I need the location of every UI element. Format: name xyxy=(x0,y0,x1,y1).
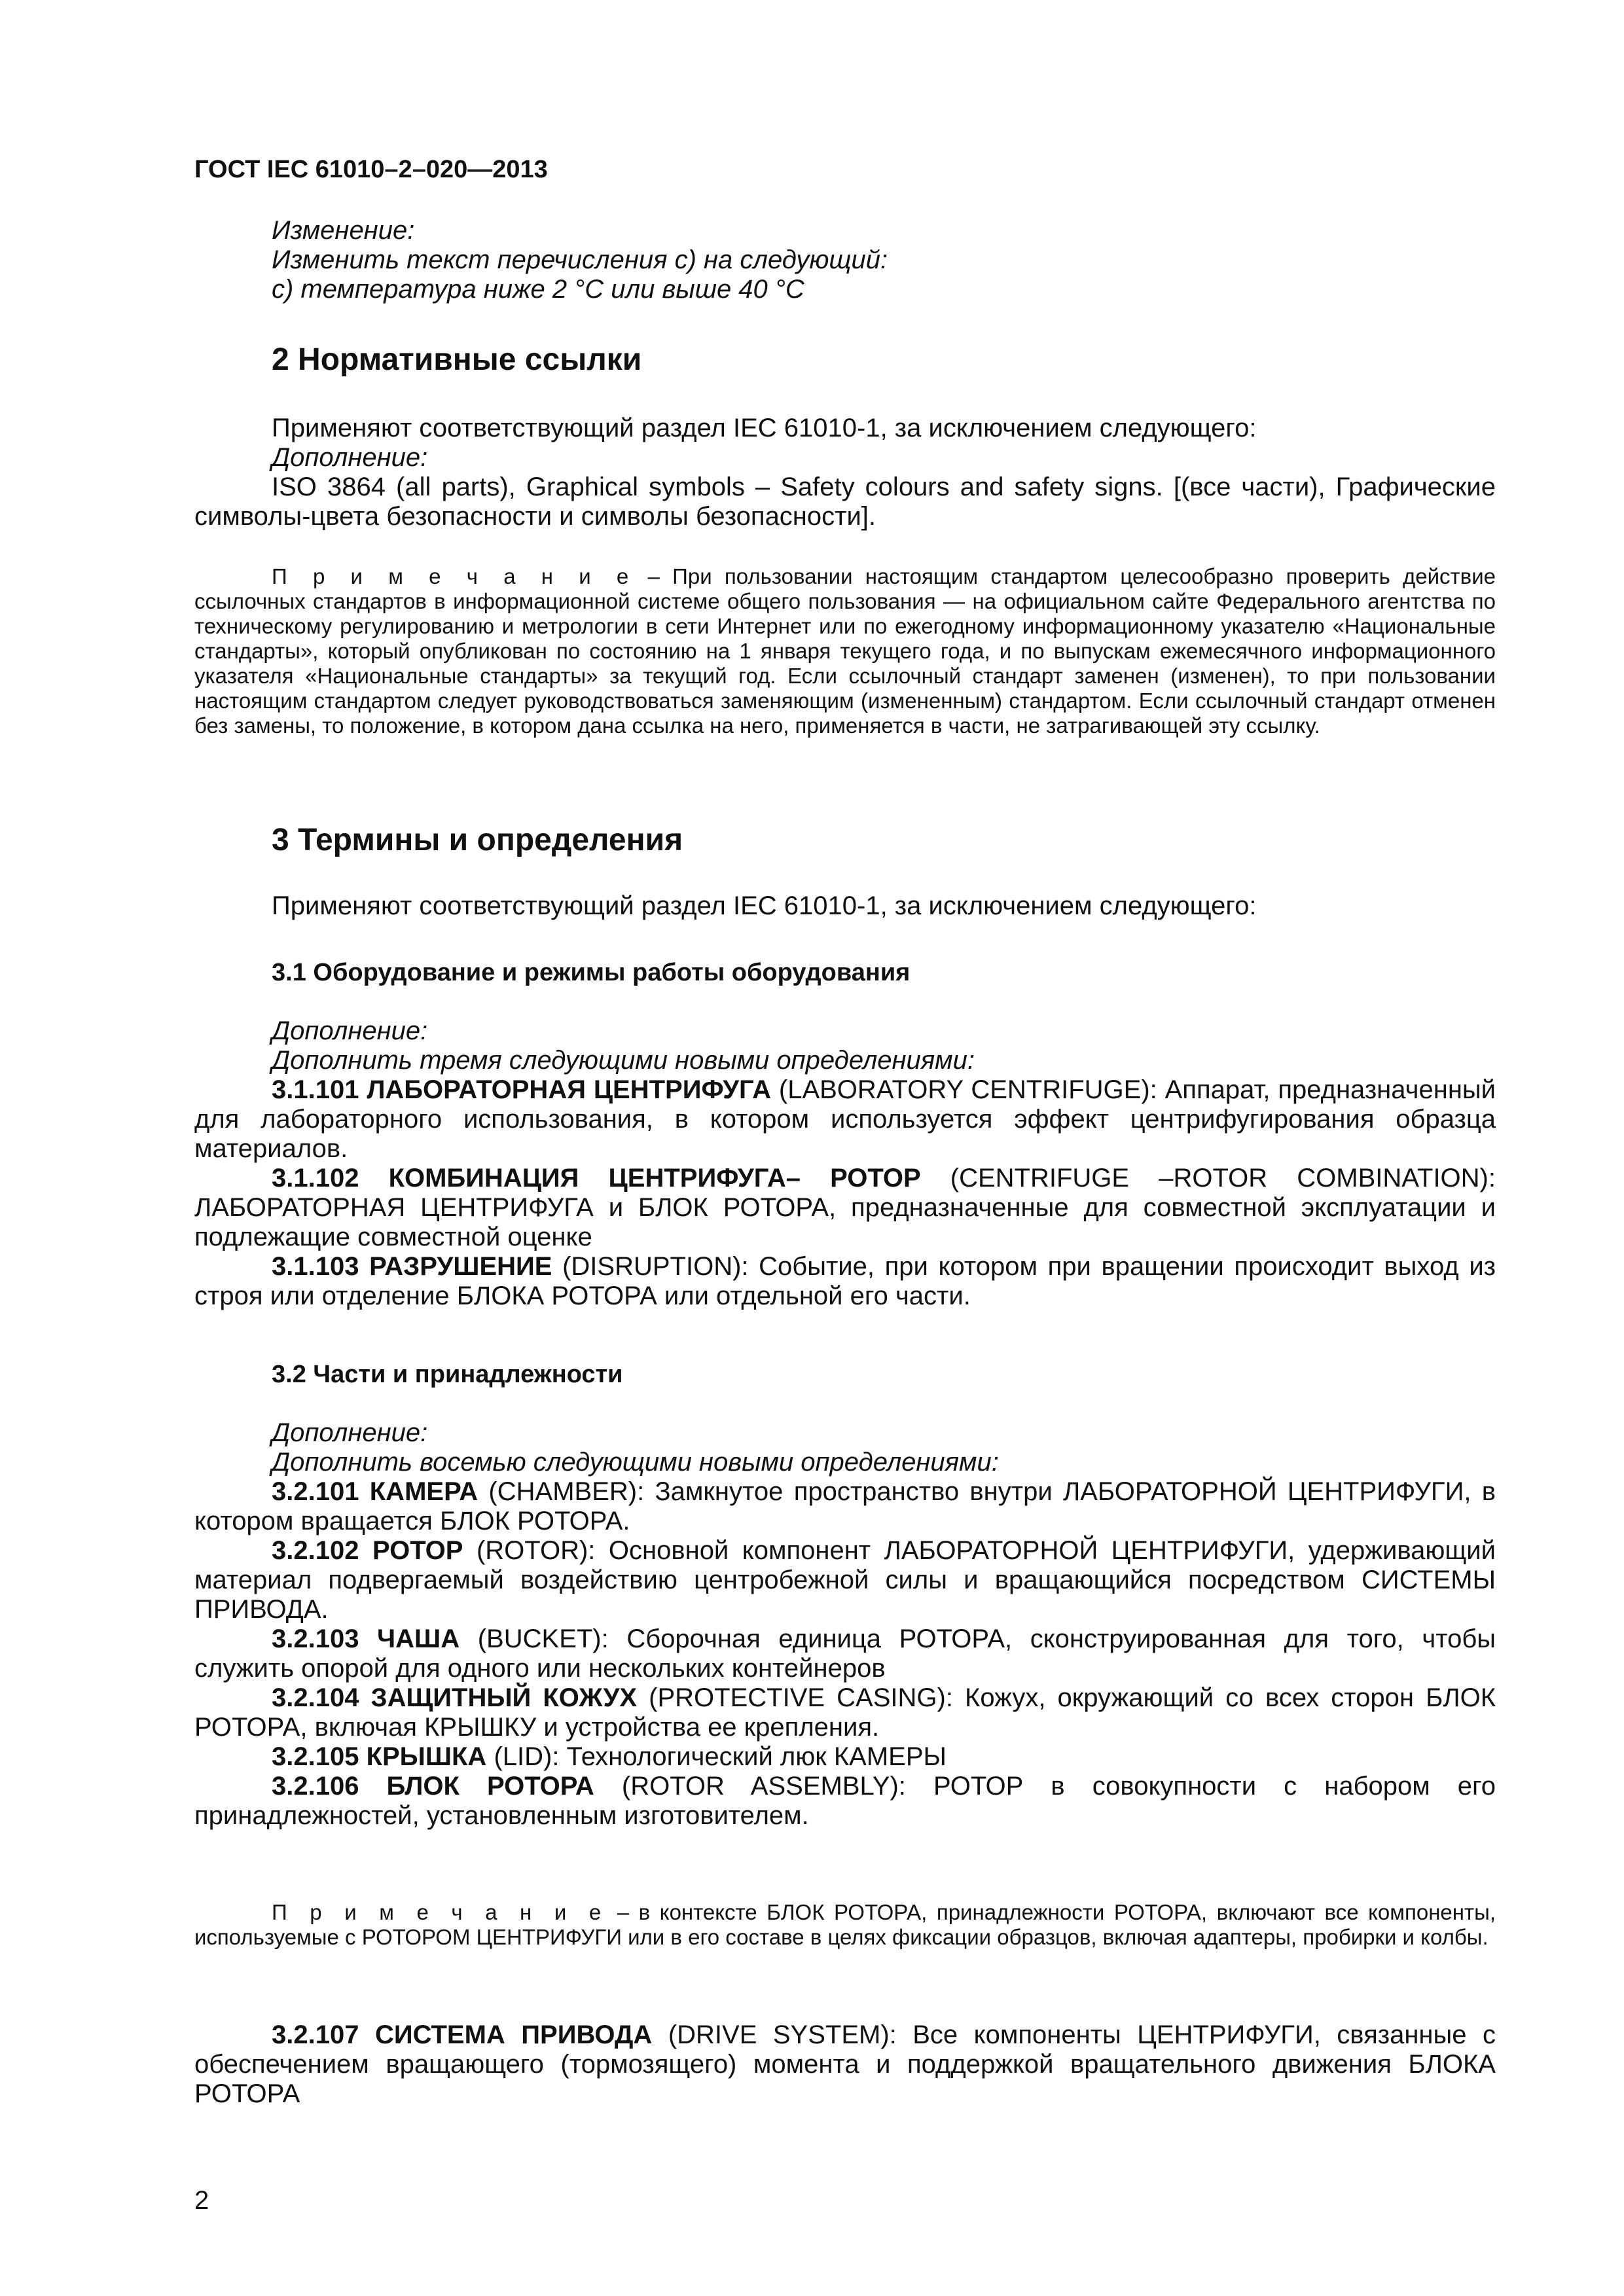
section-2-addition-label: Дополнение: xyxy=(272,443,428,472)
sub1-addition-label: Дополнение: xyxy=(272,1016,428,1045)
term-3-2-103-def: (BUCKET): Сборочная единица РОТОРА, сконструированная для того, чтобы служить опорой для одного или нескольких контейнеров xyxy=(194,1624,1496,1683)
term-3-1-101-def: (LABORATORY CENTRIFUGE): Аппарат, предназначенный для лабораторного использования, в котором используется эффект центрифугирования образца материалов. xyxy=(194,1075,1496,1163)
term-3-1-101-name: 3.1.101 ЛАБОРАТОРНАЯ ЦЕНТРИФУГА xyxy=(272,1075,772,1104)
term-3-2-107-block xyxy=(194,2020,1496,2109)
term-3-2-101 xyxy=(194,1477,1496,1536)
term-3-1-102-name: 3.1.102 КОМБИНАЦИЯ ЦЕНТРИФУГА– РОТОР xyxy=(272,1164,921,1193)
term-3-2-103-name: 3.2.103 ЧАША xyxy=(272,1624,460,1653)
section-3-applies xyxy=(194,891,1496,921)
subsection-3-2-body xyxy=(194,1418,1496,1831)
section-3-2-note xyxy=(194,1900,1496,1950)
term-3-2-103 xyxy=(194,1624,1496,1683)
section-2-note xyxy=(194,564,1496,738)
term-3-1-103 xyxy=(194,1252,1496,1311)
sub1-addition-instruction: Дополнить тремя следующими новыми определениями: xyxy=(272,1046,975,1075)
term-3-1-103-def: (DISRUPTION): Событие, при котором при вращении происходит выход из строя или отделение БЛОКА РОТОРА или отдельной его части. xyxy=(194,1252,1496,1310)
subsection-3-1-body xyxy=(194,1016,1496,1311)
change-label: Изменение: xyxy=(272,216,415,245)
term-3-1-101 xyxy=(194,1075,1496,1164)
term-3-2-105-name: 3.2.105 КРЫШКА xyxy=(272,1742,487,1771)
page-number: 2 xyxy=(194,2186,209,2215)
term-3-2-105 xyxy=(194,1742,1496,1772)
term-3-1-102-def: (CENTRIFUGE –ROTOR COMBINATION): ЛАБОРАТОРНАЯ ЦЕНТРИФУГА и БЛОК РОТОРА, предназначенные для совместной эксплуатации и подлежащие совместной оценке xyxy=(194,1164,1496,1251)
note-label: П р и м е ч а н и е xyxy=(272,564,636,588)
section-3-title: 3 Термины и определения xyxy=(272,823,683,857)
section-3-applies-text: Применяют соответствующий раздел IEC 61010-1, за исключением следующего: xyxy=(272,891,1257,920)
change-instruction: Изменить текст перечисления с) на следующий: xyxy=(272,245,888,274)
section-2-body xyxy=(194,414,1496,531)
section-2-applies: Применяют соответствующий раздел IEC 61010-1, за исключением следующего: xyxy=(272,414,1257,442)
note-text-2: – в контексте БЛОК РОТОРА, принадлежности РОТОРА, включают все компоненты, используемые с РОТОРОМ ЦЕНТРИФУГИ или в его составе в целях фиксации образцов, включая адаптеры, пробирки и колбы. xyxy=(194,1900,1496,1949)
term-3-2-106-name: 3.2.106 БЛОК РОТОРА xyxy=(272,1772,594,1801)
term-3-2-102-name: 3.2.102 РОТОР xyxy=(272,1536,463,1565)
term-3-2-104-def: (PROTECTIVE CASING): Кожух, окружающий со всех сторон БЛОК РОТОРА, включая КРЫШКУ и устройства ее крепления. xyxy=(194,1683,1496,1742)
sub2-addition-label: Дополнение: xyxy=(272,1418,428,1447)
term-3-2-105-def: (LID): Технологический люк КАМЕРЫ xyxy=(486,1742,947,1771)
change-block xyxy=(194,216,1496,304)
term-3-2-107 xyxy=(194,2020,1496,2109)
subsection-3-1-title: 3.1 Оборудование и режимы работы оборудования xyxy=(272,959,911,986)
term-3-2-102 xyxy=(194,1536,1496,1624)
document-code-header: ГОСТ IEC 61010–2–020—2013 xyxy=(194,156,548,183)
change-text: с) температура ниже 2 °С или выше 40 °С xyxy=(272,275,804,304)
subsection-3-2-title: 3.2 Части и принадлежности xyxy=(272,1361,623,1388)
term-3-2-104-name: 3.2.104 ЗАЩИТНЫЙ КОЖУХ xyxy=(272,1683,638,1712)
term-3-1-102 xyxy=(194,1164,1496,1252)
term-3-2-101-name: 3.2.101 КАМЕРА xyxy=(272,1477,478,1506)
section-2-title: 2 Нормативные ссылки xyxy=(272,342,642,377)
note-label-2: П р и м е ч а н и е xyxy=(272,1900,608,1924)
term-3-2-106-def: (ROTOR ASSEMBLY): РОТОР в совокупности с набором его принадлежностей, установленным изготовителем. xyxy=(194,1772,1496,1830)
iso-reference: ISO 3864 (all parts), Graphical symbols – Safety colours and safety signs. [(все части), Графические символы-цвета безопасности и символы безопасности]. xyxy=(194,473,1496,531)
term-3-1-103-name: 3.1.103 РАЗРУШЕНИЕ xyxy=(272,1252,552,1281)
term-3-2-107-name: 3.2.107 СИСТЕМА ПРИВОДА xyxy=(272,2020,653,2049)
term-3-2-102-def: (ROTOR): Основной компонент ЛАБОРАТОРНОЙ ЦЕНТРИФУГИ, удерживающий материал подвергаемый воздействию центробежной силы и вращающийся посредством СИСТЕМЫ ПРИВОДА. xyxy=(194,1536,1496,1624)
term-3-2-106 xyxy=(194,1772,1496,1831)
sub2-addition-instruction: Дополнить восемью следующими новыми определениями: xyxy=(272,1448,999,1477)
term-3-2-104 xyxy=(194,1683,1496,1742)
term-3-2-107-def: (DRIVE SYSTEM): Все компоненты ЦЕНТРИФУГИ, связанные с обеспечением вращающего (тормозящего) момента и поддержкой вращательного движения БЛОКА РОТОРА xyxy=(194,2020,1496,2108)
note-text: – При пользовании настоящим стандартом целесообразно проверить действие ссылочных стандартов в информационной системе общего пользования — на официальном сайте Федерального агентства по техническому регулированию и метрологии в сети Интернет или по ежегодному информационному указателю «Национальные стандарты», который опубликован по состоянию на 1 января текущего года, и по выпускам ежемесячного информационного указателя «Национальные стандарты» за текущий год. Если ссылочный стандарт заменен (изменен), то при пользовании настоящим стандартом следует руководствоваться заменяющим (измененным) стандартом. Если ссылочный стандарт отменен без замены, то положение, в котором дана ссылка на него, применяется в части, не затрагивающей эту ссылку. xyxy=(194,564,1496,738)
term-3-2-101-def: (CHAMBER): Замкнутое пространство внутри ЛАБОРАТОРНОЙ ЦЕНТРИФУГИ, в котором вращается БЛОК РОТОРА. xyxy=(194,1477,1496,1535)
